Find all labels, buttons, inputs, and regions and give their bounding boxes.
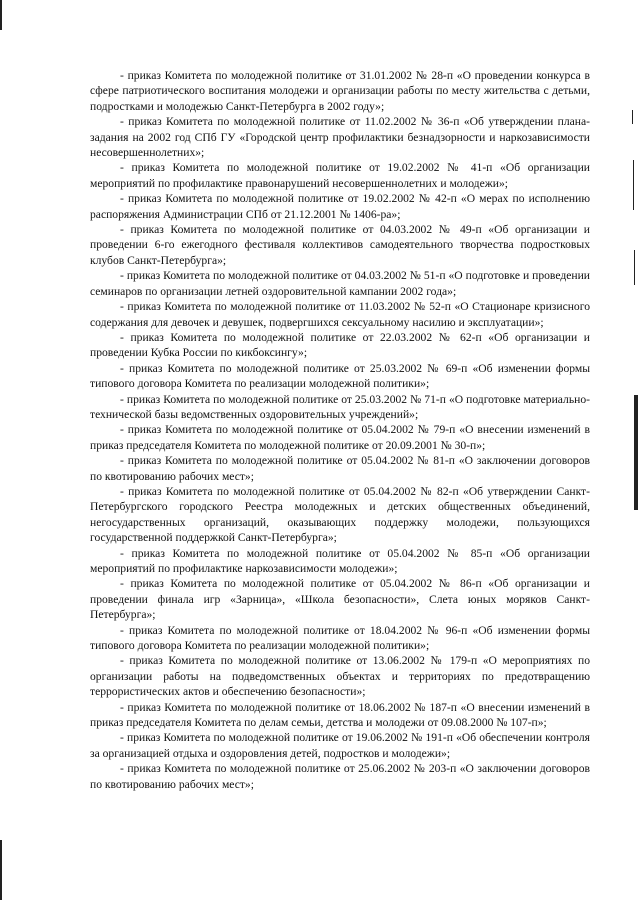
order-item: - приказ Комитета по молодежной политике от 05.04.2002 № 81-п «О заключении договоров по квотированию рабочих мест»;: [90, 454, 590, 483]
order-item: - приказ Комитета по молодежной политике от 11.02.2002 № 36-п «Об утверждении плана-задания на 2002 год СПб ГУ «Городской центр профилактики безнадзорности и наркозависимости несовершеннолетних»;: [90, 115, 590, 160]
order-item: - приказ Комитета по молодежной политике от 11.03.2002 № 52-п «О Стационаре кризисного содержания для девочек и девушек, подвергшихся сексуальному насилию и эксплуатации»;: [90, 300, 590, 329]
order-item: - приказ Комитета по молодежной политике от 19.02.2002 № 42-п «О мерах по исполнению распоряжения Администрации СПб от 21.12.2001 № 1406-ра»;: [90, 192, 590, 221]
order-item: - приказ Комитета по молодежной политике от 18.04.2002 № 96-п «Об изменении формы типового договора Комитета по реализации молодежной политики»;: [90, 623, 590, 653]
order-list: [90, 68, 590, 792]
order-item: - приказ Комитета по молодежной политике от 31.01.2002 № 28-п «О проведении конкурса в сфере патриотического воспитания молодежи и организации работы по месту жительства с детьми, подростками и молодежью Санкт-Петербурга в 2002 году»;: [90, 69, 590, 113]
order-item: - приказ Комитета по молодежной политике от 22.03.2002 № 62-п «Об организации и проведении Кубка России по кикбоксингу»;: [90, 330, 590, 360]
order-item: - приказ Комитета по молодежной политике от 04.03.2002 № 51-п «О подготовке и проведении семинаров по организации летней оздоровительной кампании 2002 года»;: [90, 269, 590, 298]
order-item: - приказ Комитета по молодежной политике от 25.03.2002 № 69-п «Об изменении формы типового договора Комитета по реализации молодежной политики»;: [90, 361, 590, 391]
scan-edge-mark: [634, 395, 638, 510]
order-item: - приказ Комитета по молодежной политике от 05.04.2002 № 86-п «Об организации и проведении финала игр «Зарница», «Школа безопасности», Слета юных моряков Санкт-Петербурга»;: [90, 577, 590, 622]
scan-edge-mark: [633, 160, 634, 210]
scan-edge-mark: [632, 110, 633, 124]
order-item: - приказ Комитета по молодежной политике от 19.06.2002 № 191-п «Об обеспечении контроля за организацией отдыха и оздоровления детей, подростков и молодежи»;: [90, 731, 590, 760]
order-item: - приказ Комитета по молодежной политике от 13.06.2002 № 179-п «О мероприятиях по организации работы на подведомственных объектах и территориях по предотвращению террористических актов и обеспечению безопасности»;: [90, 654, 590, 699]
order-item: - приказ Комитета по молодежной политике от 19.02.2002 № 41-п «Об организации мероприятий по профилактике правонарушений несовершеннолетних и молодежи»;: [90, 161, 590, 190]
order-item: - приказ Комитета по молодежной политике от 05.04.2002 № 82-п «Об утверждении Санкт-Петербургского городского Реестра молодежных и детских общественных объединений, негосударственных организаций, оказывающих поддержку молодежи, пользующихся государственной поддержкой Санкт-Петербурга»;: [90, 484, 590, 545]
order-item: - приказ Комитета по молодежной политике от 25.06.2002 № 203-п «О заключении договоров по квотированию рабочих мест»;: [90, 762, 590, 791]
scan-edge-mark: [634, 250, 635, 285]
order-item: - приказ Комитета по молодежной политике от 04.03.2002 № 49-п «Об организации и проведении 6-го ежегодного фестиваля коллективов самодеятельного творчества подростковых клубов Санкт-Петербурга»;: [90, 223, 590, 267]
order-item: - приказ Комитета по молодежной политике от 18.06.2002 № 187-п «О внесении изменений в приказ председателя Комитета по делам семьи, детства и молодежи от 09.08.2000 № 107-п»;: [90, 700, 590, 730]
order-item: - приказ Комитета по молодежной политике от 05.04.2002 № 85-п «Об организации мероприятий по профилактике наркозависимости молодежи»;: [90, 546, 590, 575]
scan-edge-mark: [0, 840, 2, 900]
order-item: - приказ Комитета по молодежной политике от 05.04.2002 № 79-п «О внесении изменений в приказ председателя Комитета по молодежной политике от 20.09.2001 № 30-п»;: [90, 423, 590, 452]
scan-edge-mark: [0, 0, 2, 30]
order-item: - приказ Комитета по молодежной политике от 25.03.2002 № 71-п «О подготовке материально-технической базы ведомственных оздоровительных учреждений»;: [90, 392, 590, 421]
